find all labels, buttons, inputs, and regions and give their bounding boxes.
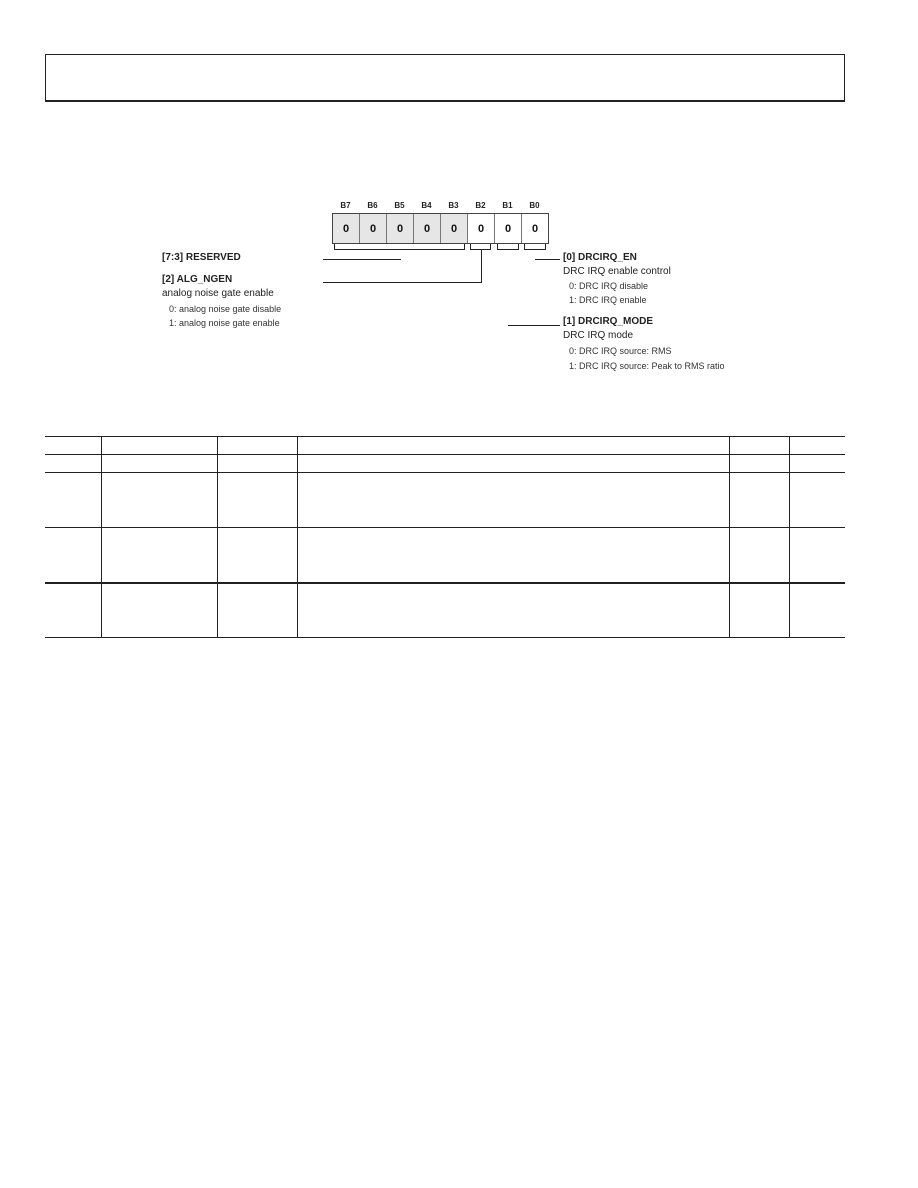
field-alg-ngen-option-1: 1: analog noise gate enable xyxy=(169,318,280,328)
bit-label-b4: B4 xyxy=(421,201,432,210)
field-drcirq-en-description: DRC IRQ enable control xyxy=(563,266,671,277)
bit-value-b5: 0 xyxy=(387,214,414,243)
bit-description-table xyxy=(45,436,845,638)
bit-value-b4: 0 xyxy=(414,214,441,243)
field-drcirq-en-title: [0] DRCIRQ_EN xyxy=(563,252,637,263)
table-header-cell xyxy=(45,437,101,455)
table-row xyxy=(45,528,845,583)
bit-value-b2: 0 xyxy=(468,214,495,243)
bit-value-b3: 0 xyxy=(441,214,468,243)
field-alg-ngen-title: [2] ALG_NGEN xyxy=(162,274,233,285)
bit-label-b1: B1 xyxy=(502,201,513,210)
table-header-cell xyxy=(789,437,845,455)
field-drcirq-en-option-1: 1: DRC IRQ enable xyxy=(569,295,647,305)
table-header-cell xyxy=(217,437,297,455)
connector-lines xyxy=(0,0,918,400)
bit-value-b7: 0 xyxy=(333,214,360,243)
bit-label-b3: B3 xyxy=(448,201,459,210)
table-header-row xyxy=(45,437,845,455)
table-header-cell xyxy=(297,437,729,455)
field-alg-ngen-description: analog noise gate enable xyxy=(162,288,274,299)
field-drcirq-en-option-0: 0: DRC IRQ disable xyxy=(569,281,649,291)
bit-label-b2: B2 xyxy=(475,201,486,210)
bit-label-b7: B7 xyxy=(340,201,351,210)
field-drcirq-mode-option-1: 1: DRC IRQ source: Peak to RMS ratio xyxy=(569,361,725,371)
field-reserved-title: [7:3] RESERVED xyxy=(162,252,241,263)
register-diagram xyxy=(0,0,918,400)
bit-value-b6: 0 xyxy=(360,214,387,243)
table-row xyxy=(45,583,845,638)
bit-label-b0: B0 xyxy=(529,201,540,210)
bit-value-b1: 0 xyxy=(495,214,522,243)
bit-label-b5: B5 xyxy=(394,201,405,210)
field-drcirq-mode-title: [1] DRCIRQ_MODE xyxy=(563,316,654,327)
bit-value-b0: 0 xyxy=(531,222,539,235)
field-drcirq-mode-description: DRC IRQ mode xyxy=(563,330,634,341)
bit-label-b6: B6 xyxy=(367,201,378,210)
table-header-cell xyxy=(101,437,217,455)
field-alg-ngen-option-0: 0: analog noise gate disable xyxy=(169,304,282,314)
field-drcirq-mode-option-0: 0: DRC IRQ source: RMS xyxy=(569,346,672,356)
table-header-cell xyxy=(729,437,789,455)
table-row xyxy=(45,455,845,473)
table-row xyxy=(45,473,845,528)
